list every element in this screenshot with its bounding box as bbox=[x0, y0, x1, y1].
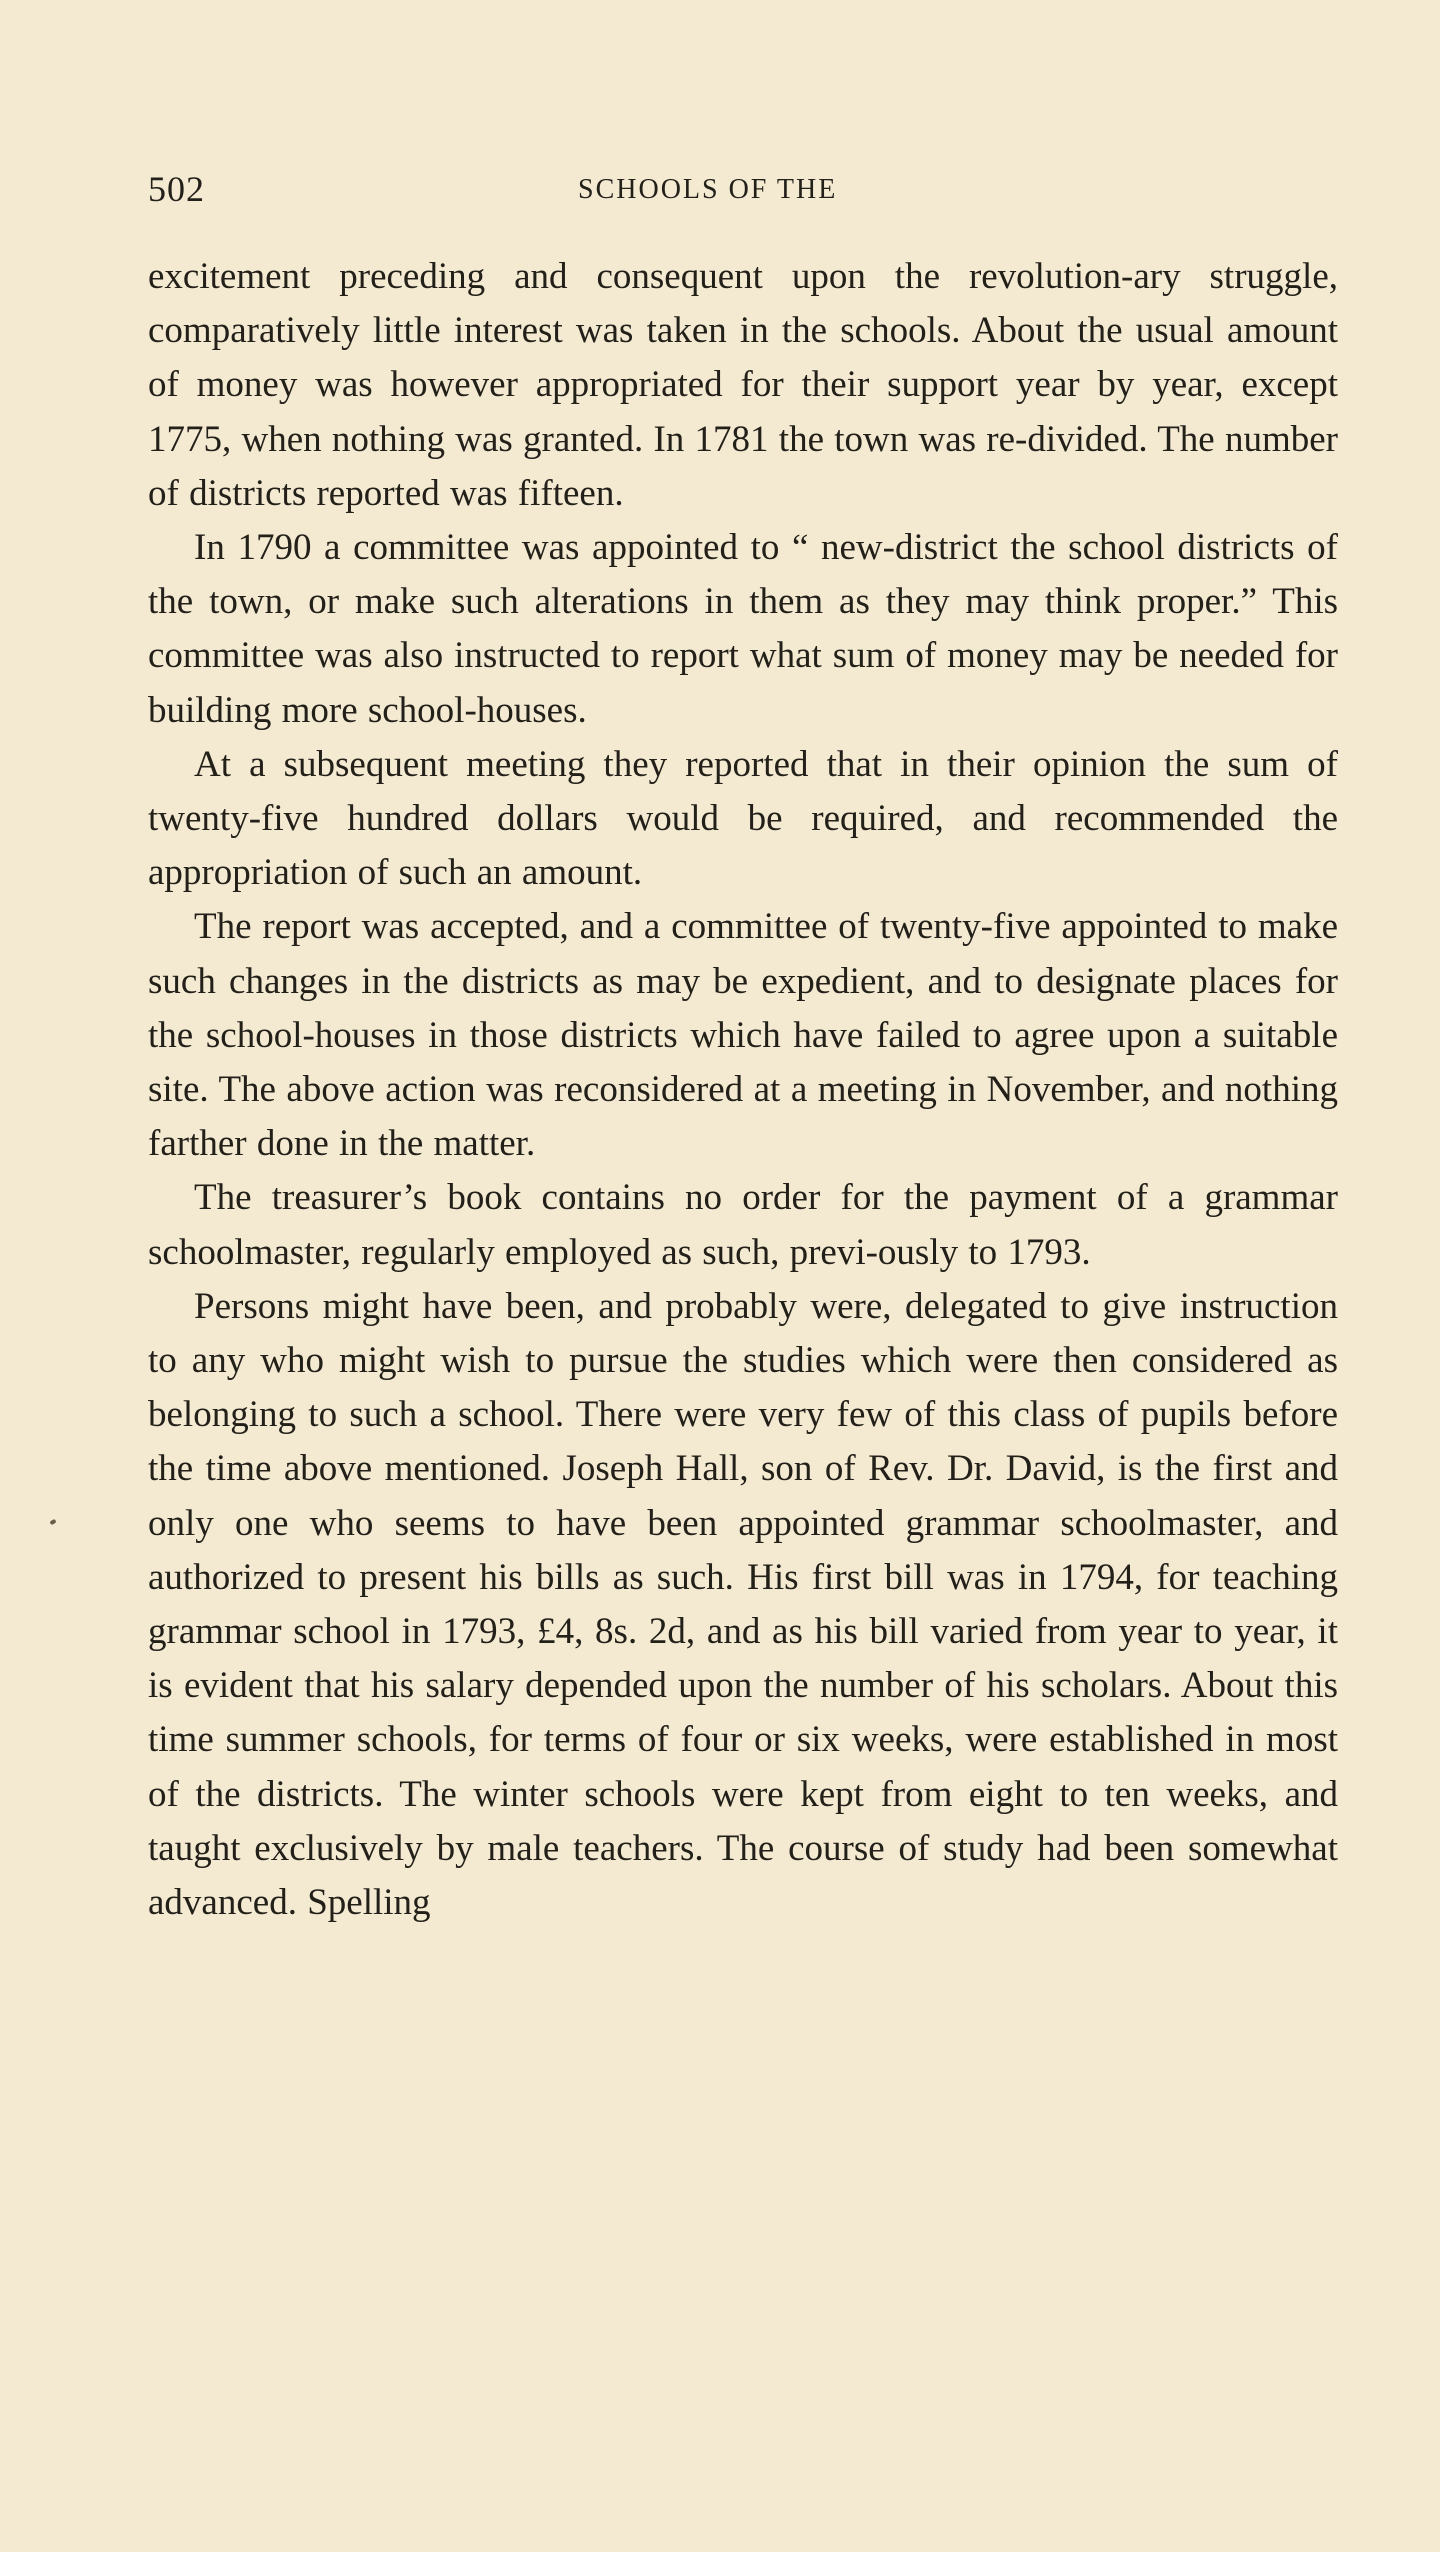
running-title: SCHOOLS OF THE bbox=[578, 174, 838, 205]
page-header bbox=[148, 168, 1338, 218]
body-text bbox=[148, 250, 1338, 1930]
paragraph: In 1790 a committee was appointed to “ new-district the school districts of the town, or make such alterations in them as they may think proper.” This committee was also instructed to report what sum of money may be needed for building more school-houses. bbox=[148, 527, 1338, 731]
paragraph: The treasurer’s book contains no order for the payment of a grammar schoolmaster, regularly employed as such, previ-ously to 1793. bbox=[148, 1177, 1338, 1273]
paragraph: Persons might have been, and probably were, delegated to give instruction to any who might wish to pursue the studies which were then considered as belonging to such a school. There were very few of this class of pupils before the time above mentioned. Joseph Hall, son of Rev. Dr. David, is the first and only one who seems to have been appointed grammar schoolmaster, and authorized to present his bills as such. His first bill was in 1794, for teaching grammar school in 1793, £4, 8s. 2d, and as his bill varied from year to year, it is evident that his salary depended upon the number of his scholars. About this time summer schools, for terms of four or six weeks, were established in most of the districts. The winter schools were kept from eight to ten weeks, and taught exclusively by male teachers. The course of study had been somewhat advanced. Spelling bbox=[148, 1285, 1338, 1924]
page-number: 502 bbox=[148, 169, 205, 209]
paragraph: The report was accepted, and a committee of twenty-five appointed to make such changes in the districts as may be expedient, and to designate places for the school-houses in those districts which have failed to agree upon a suitable site. The above action was reconsidered at a meeting in November, and nothing farther done in the matter. bbox=[148, 906, 1338, 1165]
paragraph-continued: excitement preceding and consequent upon the revolution-ary struggle, comparatively little interest was taken in the schools. About the usual amount of money was however appropriated for their support year by year, except 1775, when nothing was granted. In 1781 the town was re-divided. The number of districts reported was fifteen. bbox=[148, 256, 1338, 514]
paragraph: At a subsequent meeting they reported that in their opinion the sum of twenty-five hundred dollars would be required, and recommended the appropriation of such an amount. bbox=[148, 743, 1338, 894]
margin-ink-mark bbox=[49, 1519, 56, 1525]
